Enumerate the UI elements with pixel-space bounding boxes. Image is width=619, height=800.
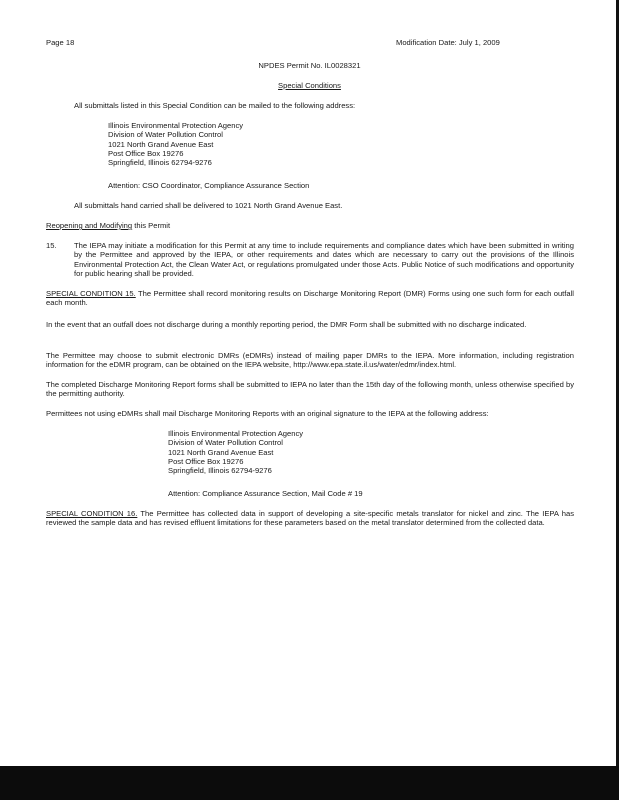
special-condition-15-text: The Permittee shall record monitoring results on Discharge Monitoring Report (DMR) Forms using one such form for each outfall each month. (46, 289, 574, 308)
special-condition-16-label: SPECIAL CONDITION 16. (46, 509, 138, 518)
attention-line-1: Attention: CSO Coordinator, Compliance Assurance Section (108, 181, 310, 190)
section-title (0, 81, 619, 90)
address-line: Springfield, Illinois 62794-9276 (108, 158, 212, 167)
special-condition-15-label: SPECIAL CONDITION 15. (46, 289, 136, 298)
completed-forms-paragraph: The completed Discharge Monitoring Report forms shall be submitted to IEPA no later than the 15th day of the following month, unless otherwise specified by the permitting authority. (46, 380, 574, 399)
address-line: Post Office Box 19276 (168, 456, 244, 466)
reopening-heading-underlined: Reopening and Modifying (46, 221, 133, 230)
modification-date: Modification Date: July 1, 2009 (396, 38, 500, 47)
reopening-heading (46, 221, 170, 230)
intro-paragraph: All submittals listed in this Special Condition can be mailed to the following address: (74, 101, 356, 110)
page-number: Page 18 (46, 38, 75, 47)
address-line: Springfield, Illinois 62794-9276 (168, 466, 272, 475)
reopening-heading-rest: this Permit (132, 221, 171, 230)
not-using-edmr-paragraph: Permittees not using eDMRs shall mail Discharge Monitoring Reports with an original signature to the IEPA at the following address: (46, 409, 489, 418)
special-condition-16 (46, 509, 574, 528)
special-condition-15 (46, 289, 574, 308)
item-number-15: 15. (46, 241, 57, 250)
edmr-paragraph: The Permittee may choose to submit electronic DMRs (eDMRs) instead of mailing paper DMRs to the IEPA. More information, including registration information for the eDMR program, can be obtained on the IEPA website, http://www.epa.state.il.us/water/edmr/index.html. (46, 351, 574, 370)
address-line: Division of Water Pollution Control (108, 130, 223, 140)
scan-bottom-bar (0, 766, 619, 800)
no-discharge-paragraph: In the event that an outfall does not discharge during a monthly reporting period, the DMR Form shall be submitted with no discharge indicated. (46, 320, 527, 329)
address-line: Illinois Environmental Protection Agency (108, 121, 244, 130)
mailing-address-1 (108, 121, 243, 167)
address-line: Illinois Environmental Protection Agency (168, 429, 304, 438)
reopening-paragraph: The IEPA may initiate a modification for this Permit at any time to include requirements and compliance dates which have been submitted in writing by the Permittee and approved by the IEPA, or other requirements and dates which are necessary to carry out the provisions of the Illinois Environmental Protection Act, the Clean Water Act, or regulations promulgated under those Acts. Public Notice of such modifications and opportunity for public hearing shall be provided. (74, 241, 574, 278)
mailing-address-2 (168, 429, 303, 475)
attention-line-2: Attention: Compliance Assurance Section, Mail Code # 19 (168, 489, 363, 498)
permit-number-title: NPDES Permit No. IL0028321 (258, 61, 361, 70)
address-line: 1021 North Grand Avenue East (108, 139, 214, 149)
special-condition-16-text: The Permittee has collected data in support of developing a site-specific metals translator for nickel and zinc. The IEPA has reviewed the sample data and has revised effluent limitations for these parameters based on the metal translator determined from the collected data. (46, 509, 574, 528)
address-line: Division of Water Pollution Control (168, 438, 283, 448)
special-conditions-heading: Special Conditions (278, 81, 341, 90)
hand-carried-paragraph: All submittals hand carried shall be delivered to 1021 North Grand Avenue East. (74, 201, 343, 210)
address-line: 1021 North Grand Avenue East (168, 447, 274, 457)
address-line: Post Office Box 19276 (108, 148, 184, 158)
